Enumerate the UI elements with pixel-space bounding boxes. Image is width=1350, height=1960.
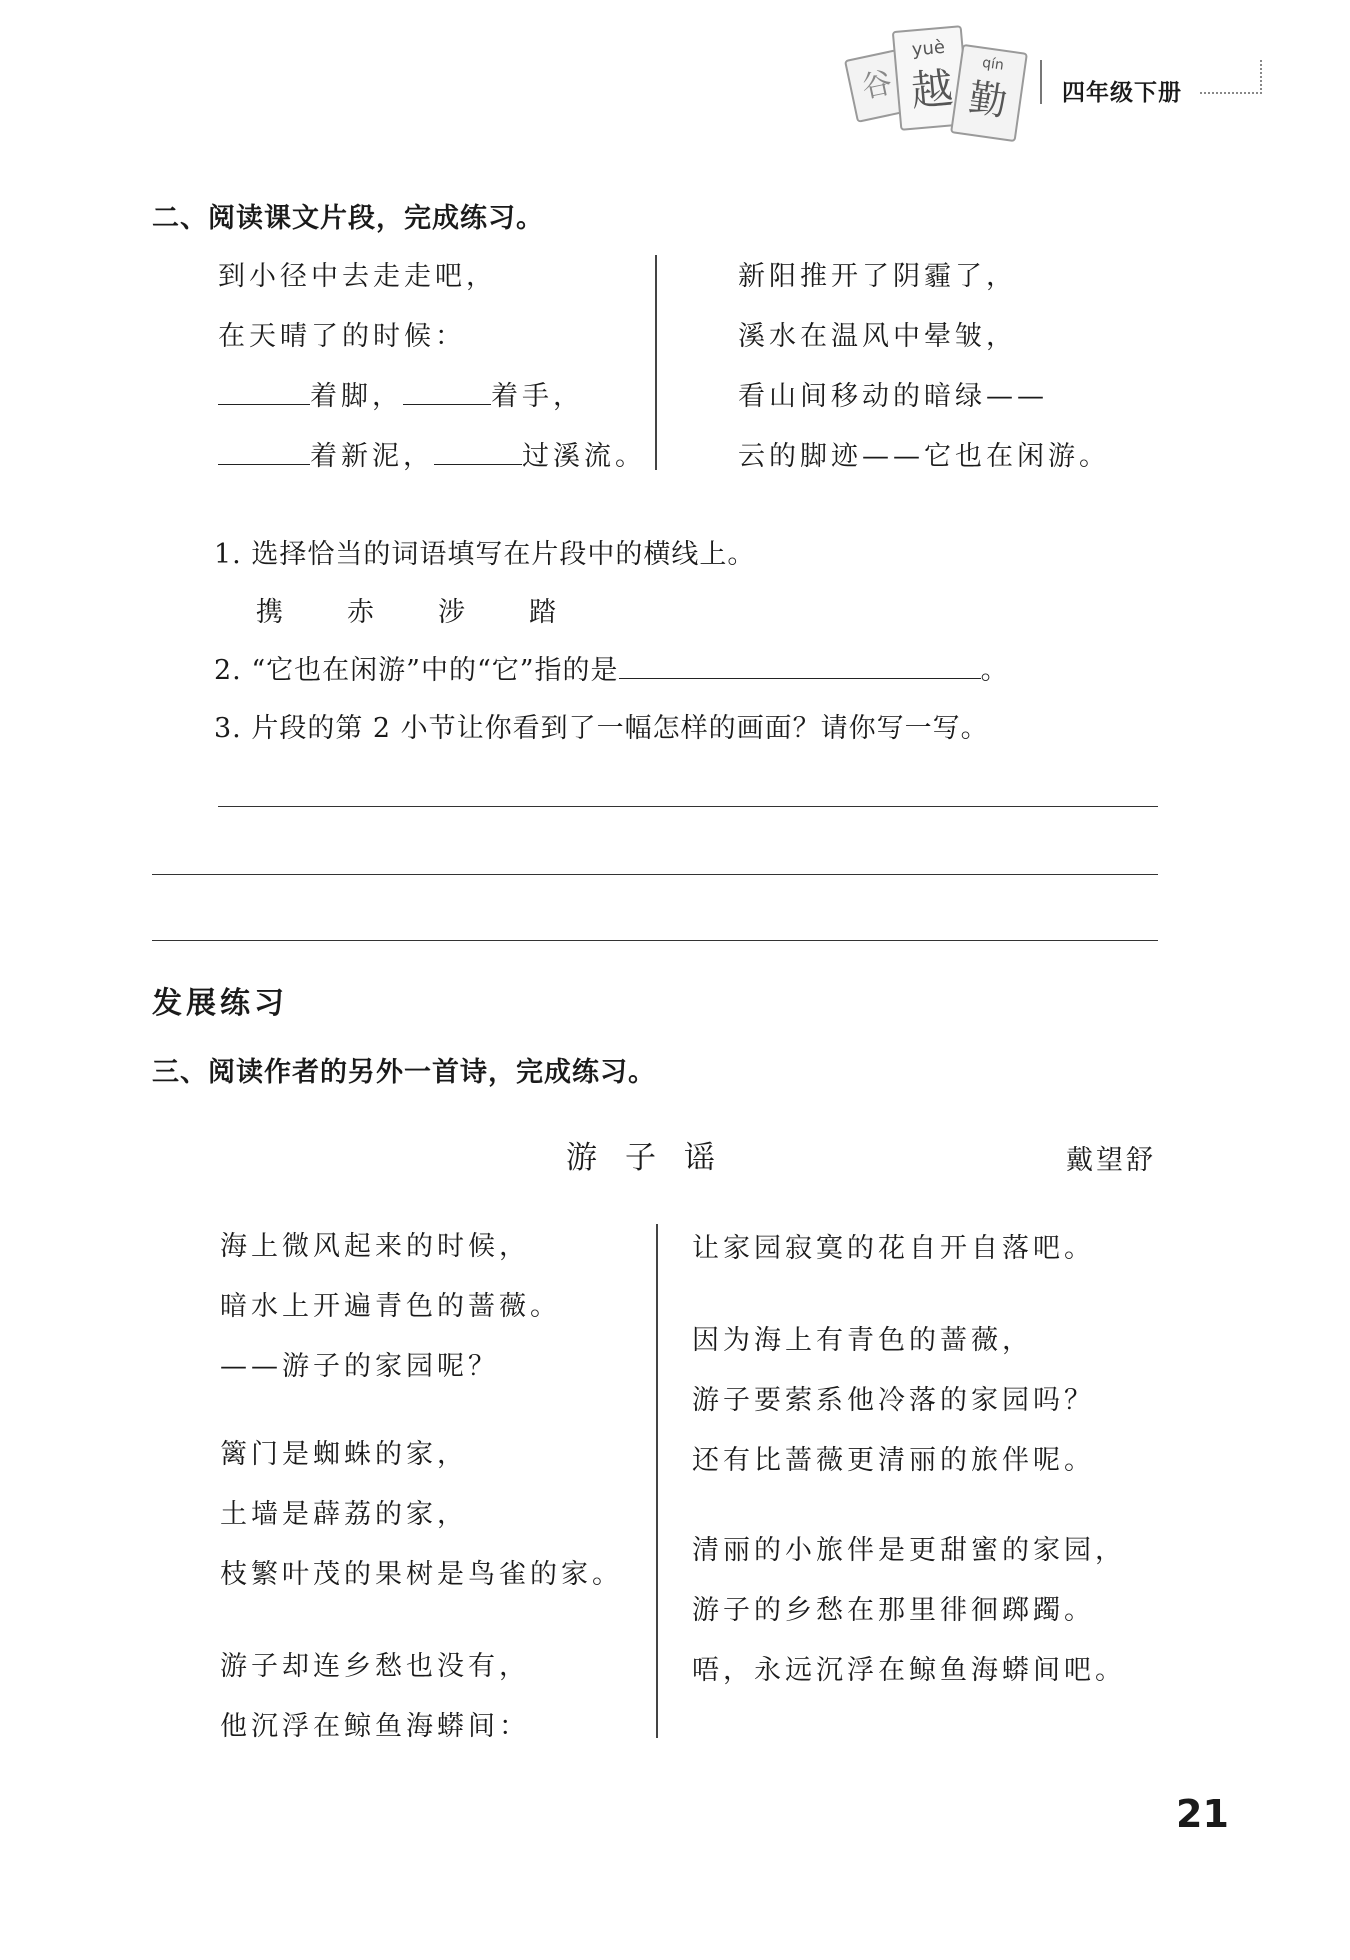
- logo-card-2: yuè 越: [892, 25, 970, 131]
- fill-blank-1[interactable]: [218, 382, 310, 405]
- poem-column-divider: [656, 1224, 658, 1738]
- header-dotted-rule: [1200, 92, 1262, 94]
- left-stanza-line-3: 着脚， 着手，: [218, 374, 584, 413]
- right-stanza-line-4: 云的脚迹——它也在闲游。: [738, 441, 1110, 472]
- development-heading: 发展练习: [152, 986, 288, 1021]
- poem-right-line: 还有比蔷薇更清丽的旅伴呢。: [692, 1445, 1095, 1476]
- poem-left-line: 篱门是蜘蛛的家，: [220, 1439, 468, 1470]
- poem-right-line: 因为海上有青色的蔷薇，: [692, 1325, 1033, 1356]
- publisher-logo: [850, 18, 1030, 138]
- option-word: 携: [256, 597, 285, 628]
- left-stanza-line-1: 到小径中去走走吧，: [218, 261, 497, 292]
- grade-label: 四年级下册: [1062, 80, 1182, 106]
- right-stanza-line-2: 溪水在温风中晕皱，: [738, 321, 1017, 352]
- option-word: 涉: [438, 597, 467, 628]
- poem-left-line: 海上微风起来的时候，: [220, 1231, 530, 1262]
- stanza-divider: [655, 255, 657, 470]
- poem-left-line: 他沉浮在鲸鱼海蟒间：: [220, 1711, 530, 1742]
- poem-title: 游子谣: [566, 1140, 743, 1176]
- header-dotted-edge: [1260, 60, 1264, 94]
- poem-left-line: 暗水上开遍青色的蔷薇。: [220, 1291, 561, 1322]
- logo-card-1: 谷: [844, 49, 910, 123]
- answer-blank-q2[interactable]: [619, 656, 981, 679]
- header-divider: [1040, 60, 1042, 104]
- poem-left-line: 土墙是薜荔的家，: [220, 1499, 468, 1530]
- question-1: 1. 选择恰当的词语填写在片段中的横线上。: [214, 539, 756, 570]
- answer-line-2[interactable]: [152, 874, 1158, 875]
- poem-right-line: 唔，永远沉浮在鲸鱼海蟒间吧。: [692, 1655, 1126, 1686]
- question-3: 3. 片段的第 2 小节让你看到了一幅怎样的画面？请你写一写。: [214, 713, 989, 744]
- question-2: 2. “它也在闲游”中的“它”指的是 。: [214, 655, 1009, 686]
- option-word: 赤: [347, 597, 376, 628]
- left-stanza-line-2: 在天晴了的时候：: [218, 321, 466, 352]
- logo-card-3: qín 勤: [950, 44, 1028, 142]
- right-stanza-line-3: 看山间移动的暗绿——: [738, 381, 1048, 412]
- poem-left-line: 游子却连乡愁也没有，: [220, 1651, 530, 1682]
- answer-line-3[interactable]: [152, 940, 1158, 941]
- poem-right-line: 游子的乡愁在那里徘徊踯躅。: [692, 1595, 1095, 1626]
- fill-blank-2[interactable]: [403, 382, 491, 405]
- fill-blank-3[interactable]: [218, 442, 310, 465]
- fill-blank-4[interactable]: [434, 442, 522, 465]
- poem-author: 戴望舒: [1066, 1145, 1156, 1176]
- section-2-heading: 二、阅读课文片段，完成练习。: [152, 203, 544, 234]
- poem-right-line: 游子要萦系他冷落的家园吗？: [692, 1385, 1095, 1416]
- answer-line-1[interactable]: [218, 806, 1158, 807]
- poem-left-line: 枝繁叶茂的果树是鸟雀的家。: [220, 1559, 623, 1590]
- left-stanza-line-4: 着新泥， 过溪流。: [218, 434, 646, 473]
- section-3-heading: 三、阅读作者的另外一首诗，完成练习。: [152, 1057, 656, 1088]
- poem-left-line: ——游子的家园呢？: [220, 1351, 499, 1382]
- poem-right-line: 清丽的小旅伴是更甜蜜的家园，: [692, 1535, 1126, 1566]
- option-word: 踏: [529, 597, 558, 628]
- page-number: 21: [1176, 1792, 1229, 1836]
- word-options: [256, 590, 620, 629]
- poem-right-line: 让家园寂寞的花自开自落吧。: [692, 1233, 1095, 1264]
- right-stanza-line-1: 新阳推开了阴霾了，: [738, 261, 1017, 292]
